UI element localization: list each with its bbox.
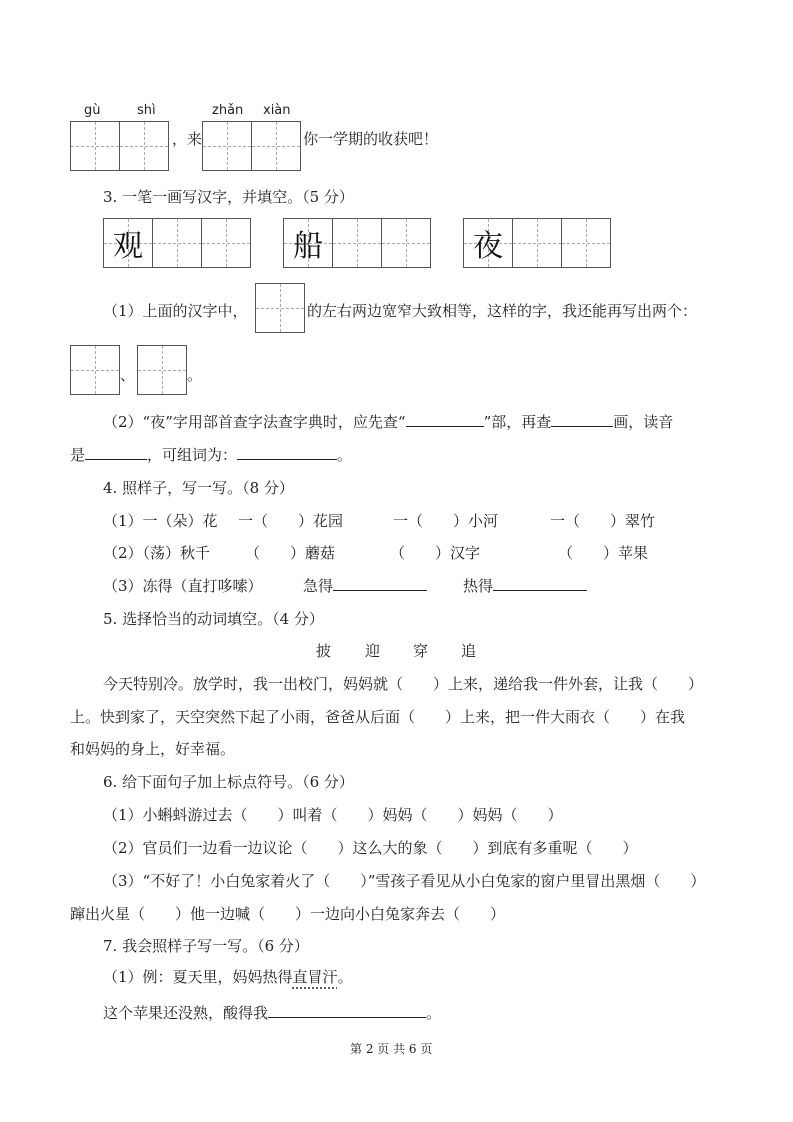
answer-blank[interactable]	[85, 445, 147, 460]
char-chuan: 船	[293, 229, 323, 264]
q6-title: 6. 给下面句子加上标点符号。（6 分）	[103, 773, 354, 791]
verb-zhui: 追	[461, 642, 477, 660]
q3-sub2-line2	[70, 444, 352, 465]
q4-r3-c	[463, 575, 587, 596]
line1-tail: 你一学期的收获吧！	[303, 130, 439, 148]
tian-box[interactable]	[152, 218, 202, 268]
q4-r3-b-label: 急得	[303, 577, 334, 595]
tian-box-shi[interactable]	[119, 121, 169, 171]
answer-blank[interactable]	[551, 412, 613, 427]
q3-sub2-d: 是	[70, 446, 86, 464]
q7-title: 7. 我会照样子写一写。（6 分）	[103, 937, 309, 955]
answer-blank[interactable]	[237, 445, 337, 460]
q5-title: 5. 选择恰当的动词填空。（4 分）	[103, 610, 324, 628]
q6-line3[interactable]: （3）“不好了！小白兔家着火了（ ）”雪孩子看见从小白兔家的窗户里冒出黑烟（ ）	[103, 872, 706, 890]
tian-box[interactable]	[201, 218, 251, 268]
char-guan: 观	[113, 229, 143, 264]
line1-mid: ，来	[172, 130, 203, 148]
tian-box-gu[interactable]	[70, 121, 120, 171]
pinyin-xian: xiàn	[263, 103, 291, 118]
q7-fill	[103, 1002, 441, 1023]
tian-box[interactable]	[512, 218, 562, 268]
q4-r2c1: （2）（荡）秋千	[103, 544, 211, 562]
tian-box-answer[interactable]	[137, 345, 187, 395]
char-box-guan	[103, 218, 153, 268]
answer-blank[interactable]	[406, 412, 484, 427]
q3-sub1-end: 。	[187, 366, 203, 384]
verb-chuan: 穿	[413, 642, 429, 660]
q7-ex-a: （1）例：夏天里，妈妈热得	[103, 968, 293, 986]
char-box-chuan	[283, 218, 333, 268]
q3-sub2-a: （2）“夜”字用部首查字法查字典时，应先查“	[103, 413, 406, 431]
verb-ying: 迎	[365, 642, 381, 660]
q5-para-line1[interactable]: 今天特别冷。放学时，我一出校门，妈妈就（ ）上来，递给我一件外套，让我（ ）	[103, 675, 704, 693]
tian-box-zhan[interactable]	[202, 121, 252, 171]
q4-r2c2[interactable]: （ ）蘑菇	[245, 544, 336, 562]
q4-r1c3[interactable]: 一（ ）小河	[393, 512, 499, 530]
q5-para-line2[interactable]: 上。快到家了，天空突然下起了小雨，爸爸从后面（ ）上来，把一件大雨衣（ ）在我	[70, 708, 686, 726]
pinyin-shi: shì	[137, 103, 156, 118]
q7-fill-a: 这个苹果还没熟，酸得我	[103, 1004, 269, 1022]
answer-blank[interactable]	[333, 576, 427, 591]
tian-box[interactable]	[332, 218, 382, 268]
tian-box-answer[interactable]	[70, 345, 120, 395]
char-ye: 夜	[473, 229, 503, 264]
q3-sub2-b: ”部，再查	[483, 413, 552, 431]
q6-line4[interactable]: 蹿出火星（ ）他一边喊（ ）一边向小白兔家奔去（ ）	[70, 905, 506, 923]
q4-r1c1: （1）一（朵）花	[103, 512, 218, 530]
verb-pi: 披	[316, 642, 332, 660]
tian-box-answer[interactable]	[255, 283, 305, 333]
q7-example	[103, 966, 353, 987]
q6-line2[interactable]: （2）官员们一边看一边议论（ ）这么大的象（ ）到底有多重呢（ ）	[103, 839, 638, 857]
q4-title: 4. 照样子，写一写。（8 分）	[103, 479, 294, 497]
answer-blank[interactable]	[493, 576, 587, 591]
q3-sub1-sep: 、	[120, 366, 136, 384]
q4-r1c2[interactable]: 一（ ）花园	[238, 512, 344, 530]
q4-r3-example: （3）冻得（直打哆嗦）	[103, 577, 263, 595]
pinyin-zhan: zhǎn	[212, 103, 244, 118]
q3-sub1-b: 的左右两边宽窄大致相等，这样的字，我还能再写出两个：	[307, 302, 698, 320]
q7-ex-c: 。	[337, 968, 353, 986]
answer-blank[interactable]	[268, 1003, 426, 1018]
q3-sub2-e: ，可组词为：	[147, 446, 238, 464]
q3-sub2-line1	[103, 411, 673, 432]
q4-r3-b	[303, 575, 427, 596]
q3-sub1-a: （1）上面的汉字中，	[103, 302, 248, 320]
q3-title: 3. 一笔一画写汉字，并填空。（5 分）	[103, 188, 354, 206]
q3-sub2-f: 。	[337, 446, 353, 464]
tian-box[interactable]	[381, 218, 431, 268]
char-box-ye	[463, 218, 513, 268]
pinyin-gu: gù	[84, 103, 101, 118]
q5-para-line3: 和妈妈的身上，好幸福。	[70, 740, 236, 758]
tian-box-xian[interactable]	[251, 121, 301, 171]
tian-box[interactable]	[561, 218, 611, 268]
q4-r1c4[interactable]: 一（ ）翠竹	[550, 512, 656, 530]
q3-sub2-c: 画，读音	[613, 413, 674, 431]
q6-line1[interactable]: （1）小蝌蚪游过去（ ）叫着（ ）妈妈（ ）妈妈（ ）	[103, 806, 563, 824]
q7-fill-end: 。	[426, 1004, 442, 1022]
q4-row3	[103, 575, 263, 596]
q4-r2c3[interactable]: （ ）汉字	[390, 544, 481, 562]
page-footer: 第 2 页 共 6 页	[350, 1042, 433, 1056]
q4-r2c4[interactable]: （ ）苹果	[558, 544, 649, 562]
q7-ex-emphasis: 直冒汗	[292, 968, 338, 986]
q4-r3-c-label: 热得	[463, 577, 494, 595]
